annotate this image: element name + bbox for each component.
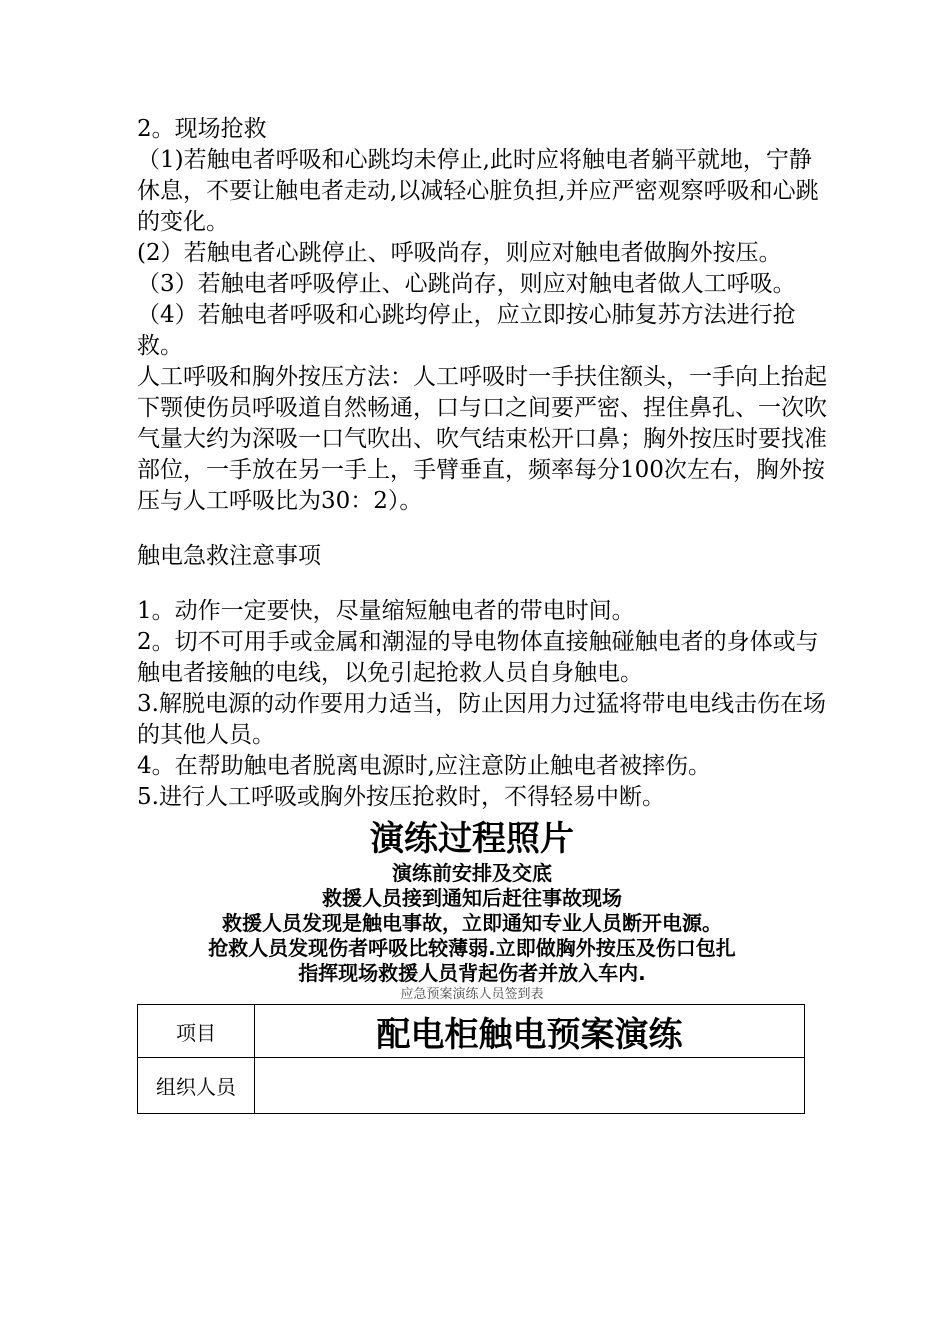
organizer-label-cell: 组织人员: [138, 1058, 255, 1114]
photo-caption-5: 指挥现场救援人员背起伤者并放入车内.: [298, 961, 646, 985]
photos-title: 演练过程照片: [370, 819, 574, 859]
notes-item-1: 1。动作一定要快，尽量缩短触电者的带电时间。: [137, 598, 635, 624]
item-label-cell: 项目: [138, 1005, 255, 1058]
notes-heading: 触电急救注意事项: [137, 543, 321, 569]
photo-caption-2: 救援人员接到通知后赶往事故现场: [322, 886, 622, 910]
spacer: [137, 517, 827, 541]
organizer-value-cell[interactable]: [255, 1058, 805, 1114]
notes-item-4: 4。在帮助触电者脱离电源时,应注意防止触电者被摔伤。: [137, 753, 711, 779]
table-row: [138, 1005, 805, 1058]
notes-item-2: 2。切不可用手或金属和潮湿的导电物体直接触碰触电者的身体或与触电者接触的电线，以免引起抢救人员自身触电。: [137, 629, 819, 686]
photo-caption-4: 抢救人员发现伤者呼吸比较薄弱.立即做胸外按压及伤口包扎: [208, 936, 736, 960]
photo-caption-1: 演练前安排及交底: [392, 861, 552, 885]
rescue-paragraph-3: （3）若触电者呼吸停止、心跳尚存，则应对触电者做人工呼吸。: [137, 271, 796, 297]
spacer: [137, 572, 827, 596]
table-row: [138, 1058, 805, 1114]
rescue-heading: 2。现场抢救: [137, 116, 267, 142]
photo-caption-3: 救援人员发现是触电事故，立即通知专业人员断开电源。: [222, 911, 722, 935]
photos-section: [137, 817, 807, 986]
signin-table: [137, 1004, 805, 1114]
rescue-method-paragraph: 人工呼吸和胸外按压方法：人工呼吸时一手扶住额头，一手向上抬起下颚使伤员呼吸道自然畅通，口与口之间要严密、捏住鼻孔、一次吹气量大约为深吸一口气吹出、吹气结束松开口鼻；胸外按压时要找准部位，一手放在另一手上，手臂垂直，频率每分100次左右，胸外按压与人工呼吸比为30：2）。: [137, 364, 827, 514]
signin-caption: 应急预案演练人员签到表: [400, 987, 544, 1002]
document-page: [137, 114, 827, 1114]
rescue-paragraph-1: （1)若触电者呼吸和心跳均未停止,此时应将触电者躺平就地，宁静休息，不要让触电者走动,以减轻心脏负担,并应严密观察呼吸和心跳的变化。: [137, 147, 819, 235]
rescue-paragraph-4: （4）若触电者呼吸和心跳均停止，应立即按心肺复苏方法进行抢救。: [137, 302, 796, 359]
rescue-paragraph-2: (2）若触电者心跳停止、呼吸尚存，则应对触电者做胸外按压。: [137, 240, 782, 266]
notes-item-3: 3.解脱电源的动作要用力适当，防止因用力过猛将带电电线击伤在场的其他人员。: [137, 691, 826, 748]
item-value-cell: 配电柜触电预案演练: [255, 1005, 805, 1058]
notes-item-5: 5.进行人工呼吸或胸外按压抢救时，不得轻易中断。: [137, 784, 665, 810]
